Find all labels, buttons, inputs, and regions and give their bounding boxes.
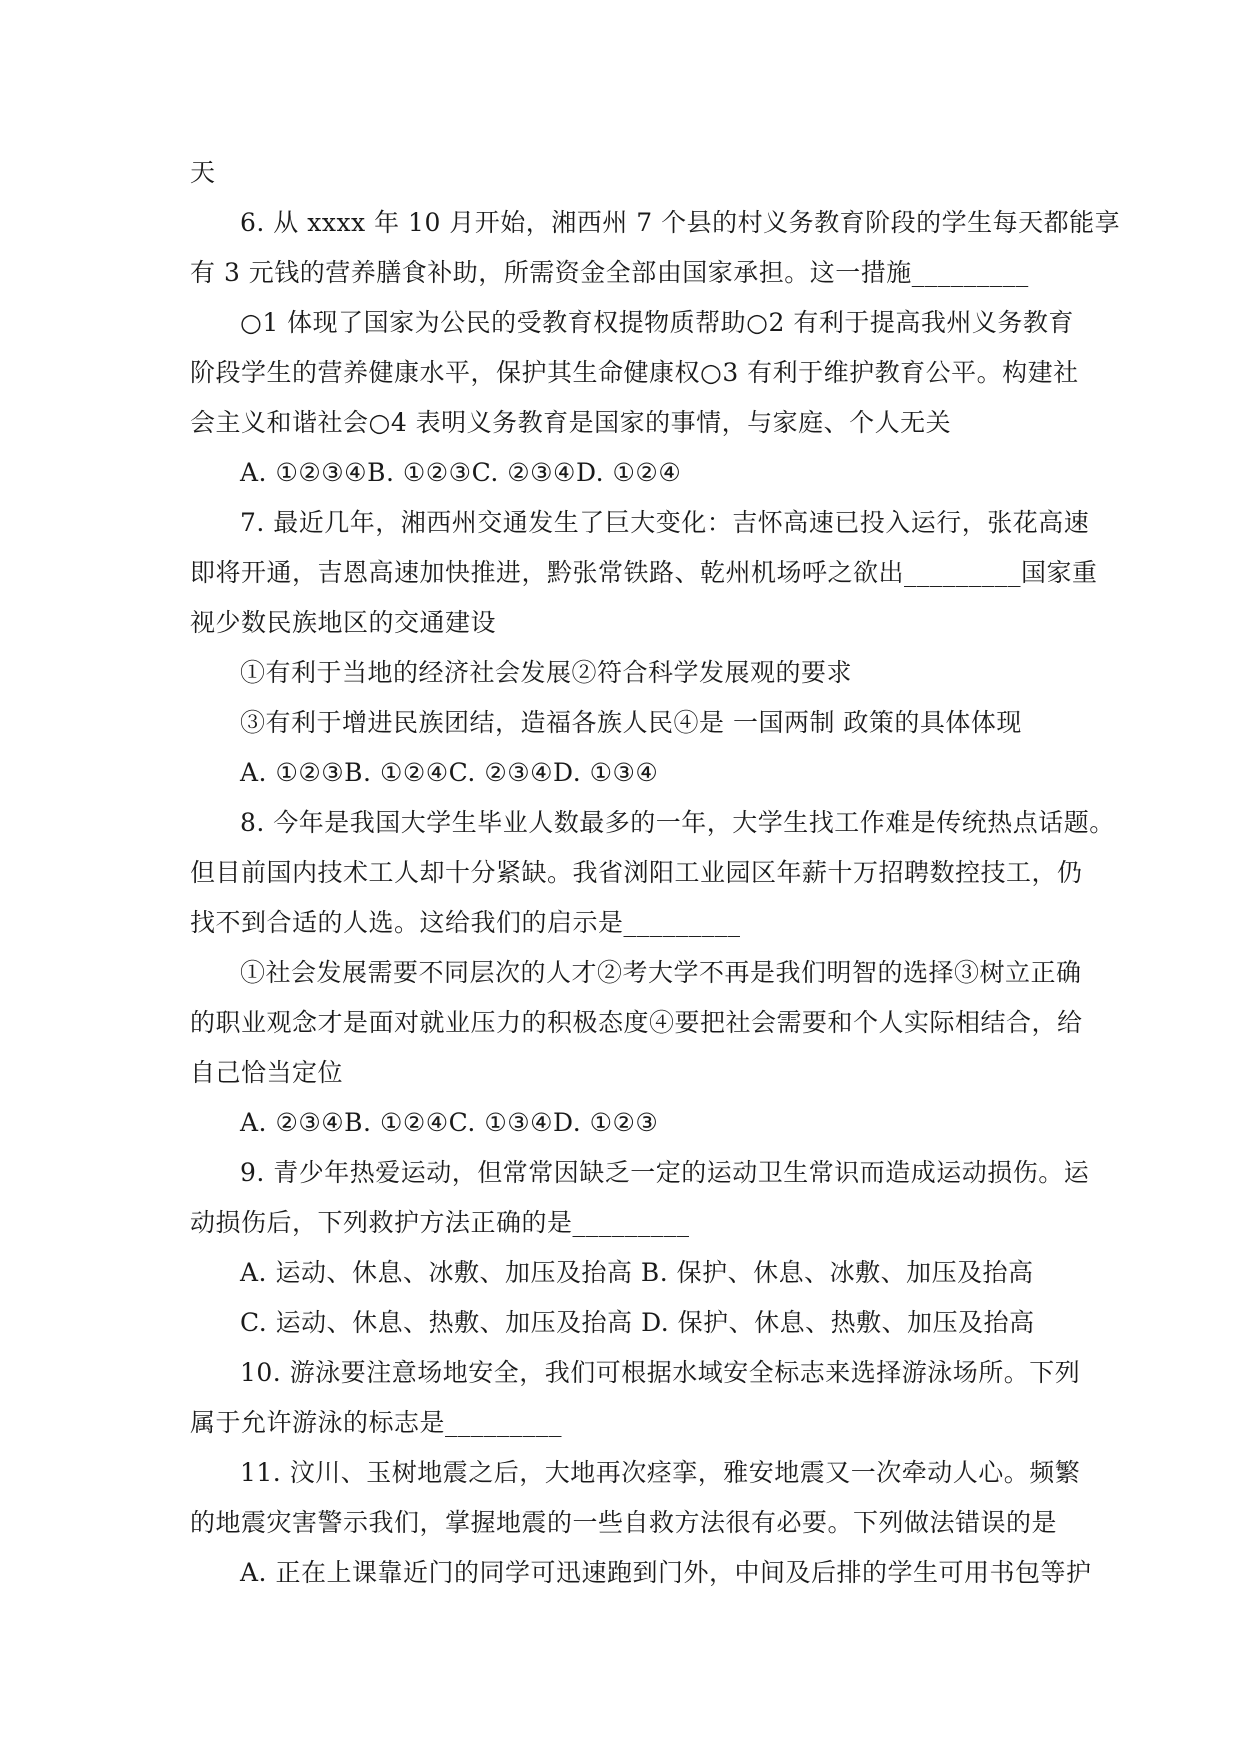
question-9-line-2: 动损伤后，下列救护方法正确的是_________ <box>190 1208 690 1237</box>
question-9-options-line-2: C. 运动、休息、热敷、加压及抬高 D. 保护、休息、热敷、加压及抬高 <box>240 1308 1035 1337</box>
question-6-statement-line-3: 会主义和谐社会○4 表明义务教育是国家的事情，与家庭、个人无关 <box>190 408 952 437</box>
question-9-line-1: 9. 青少年热爱运动，但常常因缺乏一定的运动卫生常识而造成运动损伤。运 <box>240 1158 1090 1187</box>
question-6-options: A. ①②③④B. ①②③C. ②③④D. ①②④ <box>240 458 682 487</box>
question-7-line-1: 7. 最近几年，湘西州交通发生了巨大变化：吉怀高速已投入运行，张花高速 <box>240 508 1090 537</box>
question-8-line-3: 找不到合适的人选。这给我们的启示是_________ <box>190 908 741 937</box>
question-8-line-2: 但目前国内技术工人却十分紧缺。我省浏阳工业园区年薪十万招聘数控技工，仍 <box>190 858 1083 887</box>
question-11-option-a: A. 正在上课靠近门的同学可迅速跑到门外，中间及后排的学生可用书包等护 <box>240 1558 1092 1587</box>
question-10-line-2: 属于允许游泳的标志是_________ <box>190 1408 563 1437</box>
question-8-line-1: 8. 今年是我国大学生毕业人数最多的一年，大学生找工作难是传统热点话题。 <box>240 808 1115 837</box>
question-8-statement-line-2: 的职业观念才是面对就业压力的积极态度④要把社会需要和个人实际相结合，给 <box>190 1008 1083 1037</box>
question-7-options: A. ①②③B. ①②④C. ②③④D. ①③④ <box>240 758 659 787</box>
question-6-line-1: 6. 从 xxxx 年 10 月开始，湘西州 7 个县的村义务教育阶段的学生每天都能享 <box>240 208 1121 237</box>
text-line-1: 天 <box>190 158 216 187</box>
question-8-statement-line-1: ①社会发展需要不同层次的人才②考大学不再是我们明智的选择③树立正确 <box>240 958 1082 987</box>
question-6-statement-line-2: 阶段学生的营养健康水平，保护其生命健康权○3 有利于维护教育公平。构建社 <box>190 358 1079 387</box>
question-9-options-line-1: A. 运动、休息、冰敷、加压及抬高 B. 保护、休息、冰敷、加压及抬高 <box>240 1258 1034 1287</box>
question-10-line-1: 10. 游泳要注意场地安全，我们可根据水域安全标志来选择游泳场所。下列 <box>240 1358 1081 1387</box>
question-8-statement-line-3: 自己恰当定位 <box>190 1058 344 1087</box>
question-6-statement-line-1: ○1 体现了国家为公民的受教育权提物质帮助○2 有利于提高我州义务教育 <box>240 308 1074 337</box>
question-8-options: A. ②③④B. ①②④C. ①③④D. ①②③ <box>240 1108 659 1137</box>
question-7-statement-line-1: ①有利于当地的经济社会发展②符合科学发展观的要求 <box>240 658 853 687</box>
question-7-statement-line-2: ③有利于增进民族团结，造福各族人民④是 一国两制 政策的具体体现 <box>240 708 1022 737</box>
question-11-line-2: 的地震灾害警示我们，掌握地震的一些自救方法很有必要。下列做法错误的是 <box>190 1508 1058 1537</box>
question-6-line-2: 有 3 元钱的营养膳食补助，所需资金全部由国家承担。这一措施_________ <box>190 258 1029 287</box>
question-7-line-2: 即将开通，吉恩高速加快推进，黔张常铁路、乾州机场呼之欲出_________国家重 <box>190 558 1098 587</box>
question-11-line-1: 11. 汶川、玉树地震之后，大地再次痉挛，雅安地震又一次牵动人心。频繁 <box>240 1458 1081 1487</box>
question-7-line-3: 视少数民族地区的交通建设 <box>190 608 497 637</box>
